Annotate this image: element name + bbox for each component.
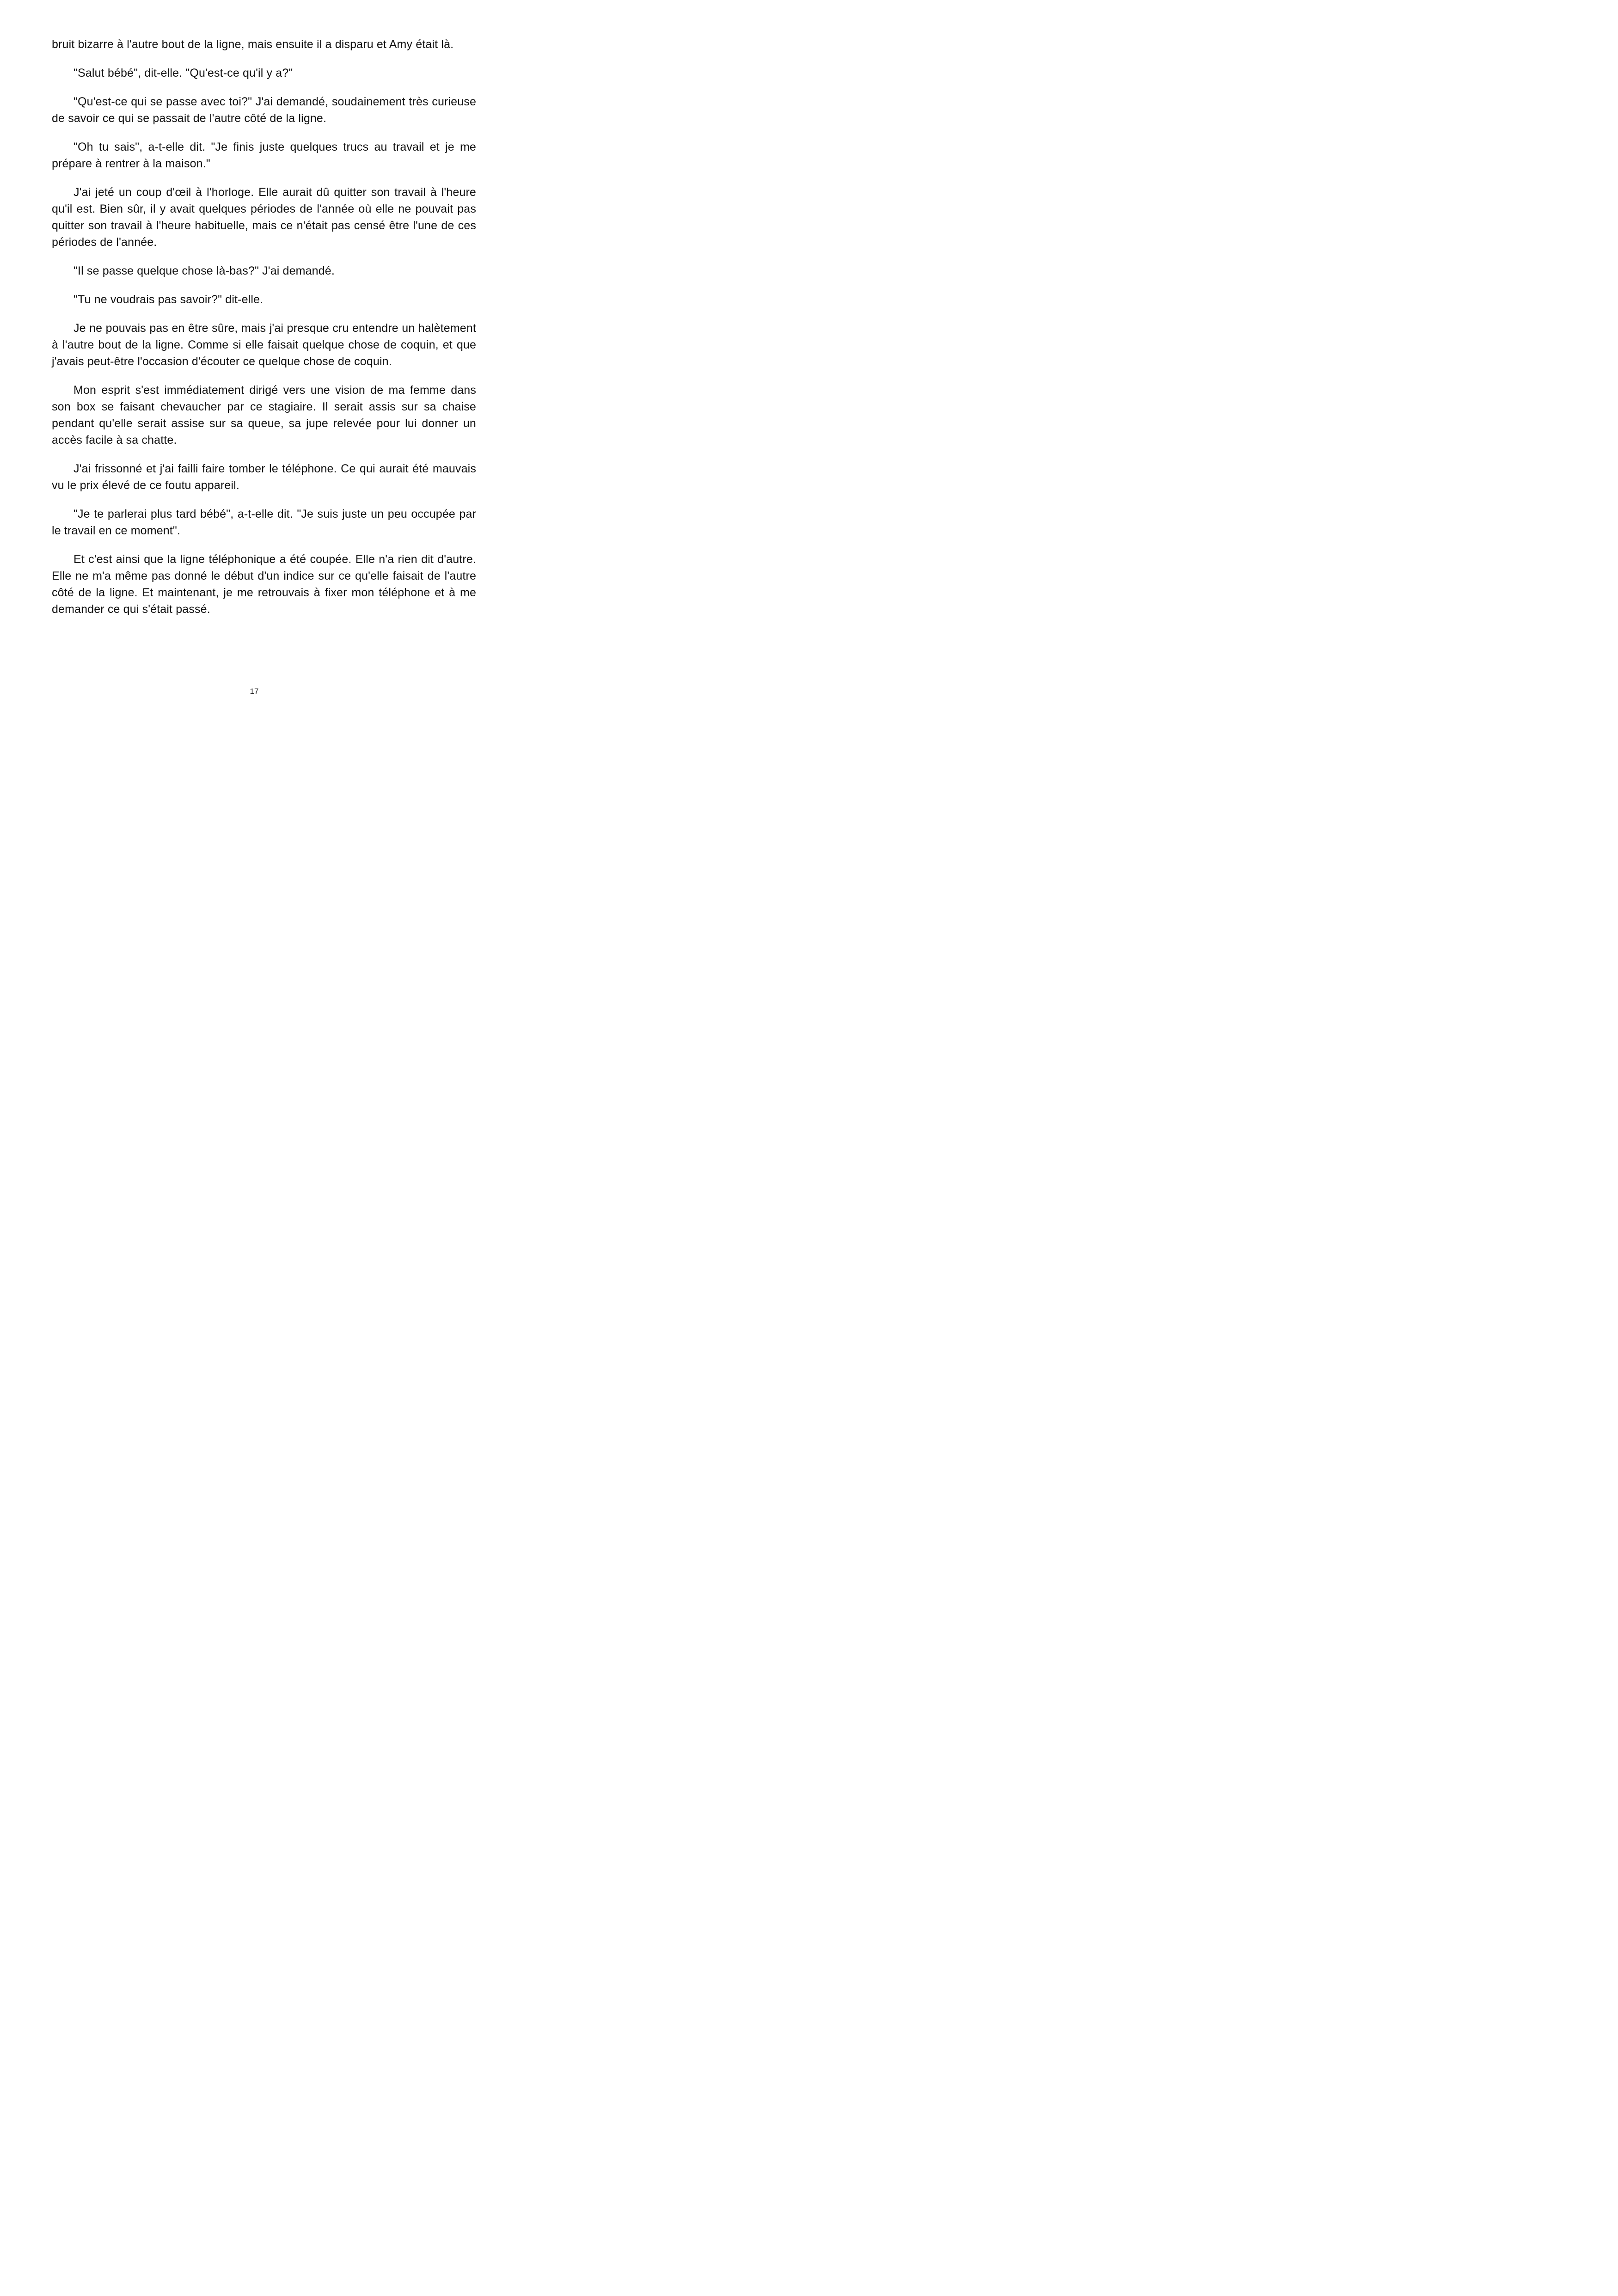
paragraph-6: "Il se passe quelque chose là-bas?" J'ai demandé. [74,264,335,277]
paragraph-8: Je ne pouvais pas en être sûre, mais j'ai presque cru entendre un halètement à l'autre bout de la ligne. Comme si elle faisait quelque chose de coquin, et que j'avais peut-être l'occasion d'écouter ce quelque chose de coquin. [52,322,476,368]
paragraph-10: J'ai frissonné et j'ai failli faire tomber le téléphone. Ce qui aurait été mauvais vu le prix élevé de ce foutu appareil. [52,462,476,492]
paragraph-4: "Oh tu sais", a-t-elle dit. "Je finis juste quelques trucs au travail et je me prépare à rentrer à la maison." [52,141,476,170]
paragraph-12: Et c'est ainsi que la ligne téléphonique a été coupée. Elle n'a rien dit d'autre. Elle ne m'a même pas donné le début d'un indice sur ce qu'elle faisait de l'autre côté de la ligne. Et maintenant, je me retrouvais à fixer mon téléphone et à me demander ce qui s'était passé. [52,553,476,616]
paragraph-5: J'ai jeté un coup d'œil à l'horloge. Elle aurait dû quitter son travail à l'heure qu'il est. Bien sûr, il y avait quelques périodes de l'année où elle ne pouvait pas quitter son travail à l'heure habituelle, mais ce n'était pas censé être l'une de ces périodes de l'année. [52,186,476,249]
document-page [0,0,509,722]
paragraph-2: "Salut bébé", dit-elle. "Qu'est-ce qu'il y a?" [74,67,293,80]
paragraph-7: "Tu ne voudrais pas savoir?" dit-elle. [74,293,264,306]
body-text [52,36,476,630]
page-number: 17 [250,687,259,696]
paragraph-1: bruit bizarre à l'autre bout de la ligne, mais ensuite il a disparu et Amy était là. [52,38,454,51]
paragraph-9: Mon esprit s'est immédiatement dirigé vers une vision de ma femme dans son box se faisant chevaucher par ce stagiaire. Il serait assis sur sa chaise pendant qu'elle serait assise sur sa queue, sa jupe relevée pour lui donner un accès facile à sa chatte. [52,384,476,447]
paragraph-11: "Je te parlerai plus tard bébé", a-t-elle dit. "Je suis juste un peu occupée par le travail en ce moment". [52,508,476,537]
paragraph-3: "Qu'est-ce qui se passe avec toi?" J'ai demandé, soudainement très curieuse de savoir ce qui se passait de l'autre côté de la ligne. [52,95,476,125]
